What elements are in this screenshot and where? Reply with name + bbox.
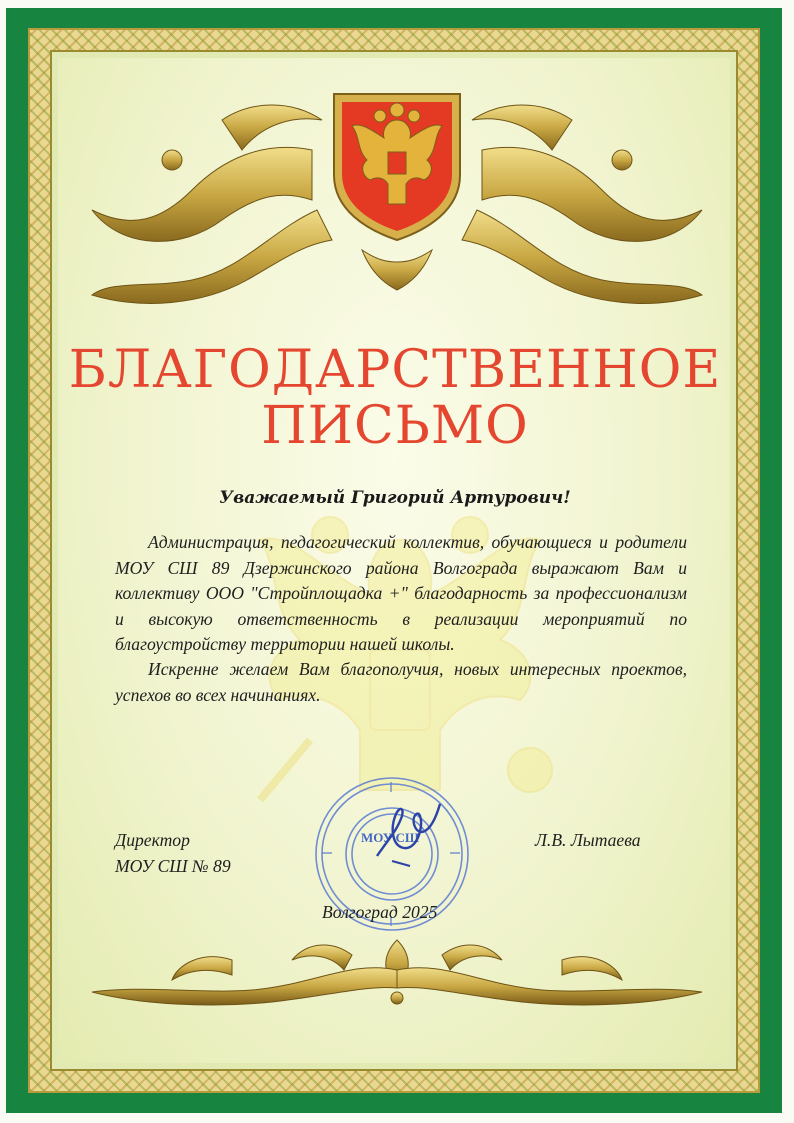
handwritten-signature xyxy=(362,786,452,876)
signatory-name: Л.В. Лытаева xyxy=(535,830,641,850)
place-date: Волгоград 2025 xyxy=(322,902,438,922)
body-paragraph-1: Администрация, педагогический коллектив, обучающиеся и родители МОУ СШ 89 Дзержинского района Волгограда выражают Вам и коллективу ООО "Стройплощадка +" благодарность за профессионализм и высокую ответственность в реализации мероприятий по благоустройству территории нашей школы. xyxy=(115,532,687,654)
bottom-ornament xyxy=(82,930,712,1020)
document-title-line1: БЛАГОДАРСТВЕННОЕ xyxy=(68,340,722,400)
signatory-title-line2: МОУ СШ № 89 xyxy=(115,856,231,876)
signatory-title-line1: Директор xyxy=(115,830,190,850)
top-ornament xyxy=(72,80,722,330)
document-title-line2: ПИСЬМО xyxy=(261,396,529,456)
greeting: Уважаемый Григорий Артурович! xyxy=(219,488,571,508)
coat-of-arms-icon xyxy=(334,94,460,240)
stamp-center-text: МОУ СШ xyxy=(361,830,420,845)
body-paragraph-2: Искренне желаем Вам благополучия, новых интересных проектов, успехов во всех начинаниях. xyxy=(115,659,687,705)
